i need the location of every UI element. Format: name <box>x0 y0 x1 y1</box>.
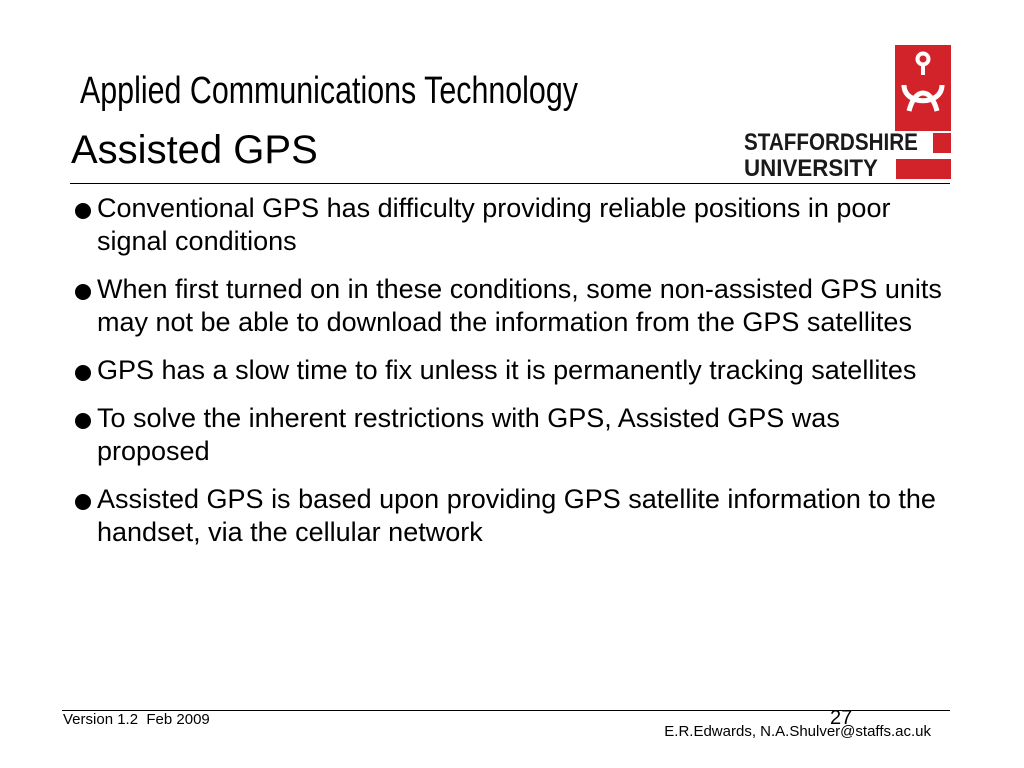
bullet-item: Conventional GPS has difficulty providing reliable positions in poor signal conditions <box>72 192 942 258</box>
bullet-item: GPS has a slow time to fix unless it is permanently tracking satellites <box>72 354 942 387</box>
logo-text-staffordshire: STAFFORDSHIRE <box>744 129 918 156</box>
footer-version: Version 1.2 Feb 2009 <box>63 711 210 728</box>
bullet-item: Assisted GPS is based upon providing GPS satellite information to the handset, via the cellular network <box>72 483 942 549</box>
bullet-item: To solve the inherent restrictions with GPS, Assisted GPS was proposed <box>72 402 942 468</box>
bullet-item: When first turned on in these conditions, some non-assisted GPS units may not be able to download the information from the GPS satellites <box>72 273 942 339</box>
footer-authors: E.R.Edwards, N.A.Shulver@staffs.ac.uk <box>664 723 931 740</box>
staffordshire-knot-icon <box>895 45 951 131</box>
course-title: Applied Communications Technology <box>80 70 578 112</box>
header-divider <box>70 183 950 184</box>
logo-accent-bar <box>896 159 951 179</box>
logo-text-university: UNIVERSITY <box>744 155 878 182</box>
slide-title: Assisted GPS <box>71 128 318 172</box>
logo-mark <box>895 45 951 131</box>
logo-accent-bar <box>933 133 951 153</box>
bullet-list <box>72 192 942 564</box>
page-number: 27 <box>830 707 853 729</box>
university-logo <box>744 45 954 185</box>
